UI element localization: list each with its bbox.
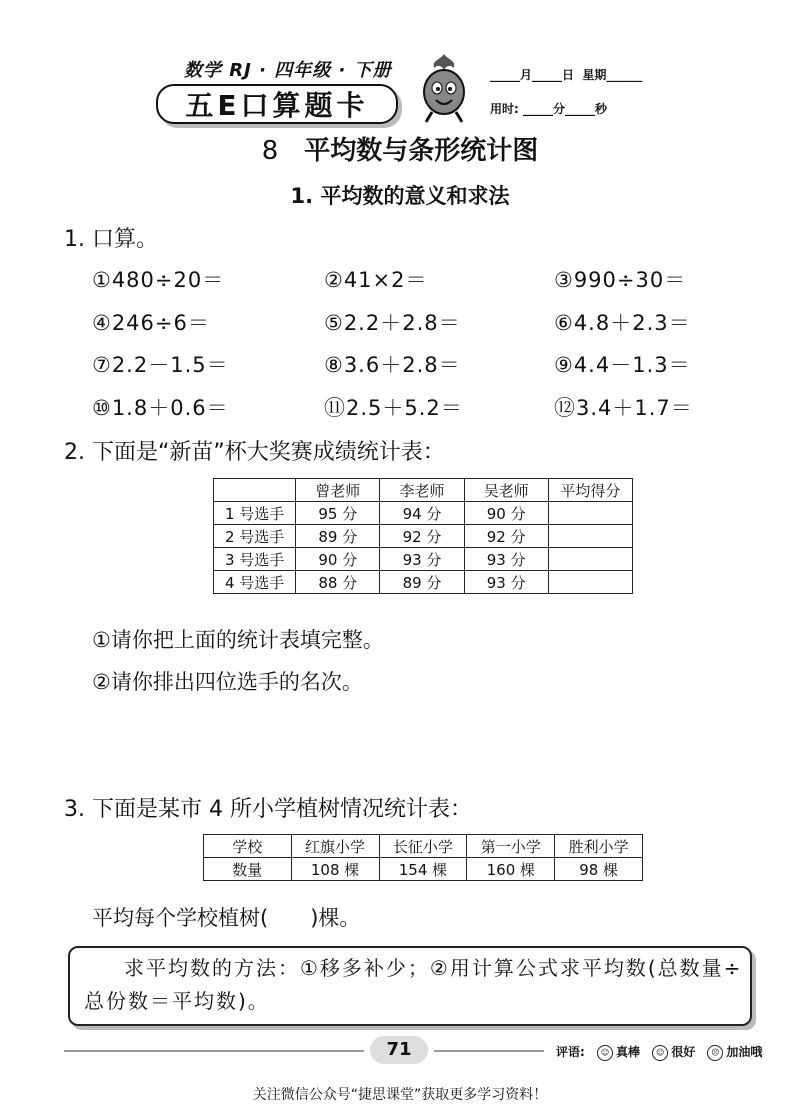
calc-item: ⑩1.8＋0.6＝: [92, 396, 229, 420]
tree-table: [203, 834, 643, 881]
calc-item: ⑤2.2＋2.8＝: [324, 311, 461, 335]
table-cell: 93 分: [464, 548, 548, 571]
question-1-title: 1. 口算。: [64, 227, 158, 252]
chapter-number: 8: [261, 136, 279, 166]
table-cell: 93 分: [380, 548, 464, 571]
table-cell: 数量: [204, 858, 292, 881]
table-cell: 92 分: [464, 525, 548, 548]
calc-item: ⑨4.4－1.3＝: [554, 353, 691, 377]
table-header-cell: 长征小学: [379, 835, 467, 858]
table-cell: 94 分: [380, 502, 464, 525]
footer-divider: [434, 1050, 544, 1052]
footer-note: 关注微信公众号“捷思课堂”获取更多学习资料！: [252, 1087, 548, 1103]
table-cell: 4 号选手: [214, 571, 296, 594]
average-answer-cell[interactable]: [548, 502, 632, 525]
table-row: [214, 525, 633, 548]
table-row: [214, 502, 633, 525]
calc-item: ④246÷6＝: [92, 311, 210, 335]
rating-label: 评语:: [556, 1045, 585, 1059]
calc-item: ②41×2＝: [324, 268, 428, 292]
sub-question-2: ②请你排出四位选手的名次。: [92, 670, 363, 694]
table-header-cell: 平均得分: [548, 479, 632, 502]
date-field[interactable]: _____月_____日 星期______: [490, 68, 643, 82]
calc-item: ①480÷20＝: [92, 268, 225, 292]
table-cell: 89 分: [296, 525, 380, 548]
average-answer-cell[interactable]: [548, 525, 632, 548]
table-cell: 90 分: [464, 502, 548, 525]
table-row: [214, 548, 633, 571]
rating-area: [556, 1043, 762, 1061]
table-header-row: [214, 479, 633, 502]
calc-item: ③990÷30＝: [554, 268, 687, 292]
answer-line[interactable]: 平均每个学校植树( )棵。: [92, 906, 361, 930]
table-row: [214, 571, 633, 594]
table-cell: 160 棵: [467, 858, 555, 881]
chapter-title: [0, 130, 800, 167]
section-title: 1. 平均数的意义和求法: [290, 184, 510, 208]
rating-option: 真棒: [616, 1045, 641, 1059]
brand-logo: 五E口算题卡: [156, 84, 398, 124]
calc-item: ⑪2.5＋5.2＝: [324, 396, 463, 420]
calc-item: ⑫3.4＋1.7＝: [554, 396, 693, 420]
time-field[interactable]: 用时: _____分_____秒: [490, 102, 607, 116]
page-number: 71: [370, 1036, 428, 1064]
table-header-cell: 胜利小学: [555, 835, 643, 858]
table-cell: 90 分: [296, 548, 380, 571]
table-row: [204, 858, 643, 881]
average-answer-cell[interactable]: [548, 571, 632, 594]
question-3-title: 3. 下面是某市 4 所小学植树情况统计表：: [64, 797, 472, 822]
sub-question-1: ①请你把上面的统计表填完整。: [92, 628, 384, 652]
score-table: [213, 478, 633, 594]
table-cell: 88 分: [296, 571, 380, 594]
book-series: 数学 RJ · 四年级 · 下册: [184, 60, 392, 81]
table-cell: 2 号选手: [214, 525, 296, 548]
keep-going-face-icon[interactable]: ☹: [707, 1045, 723, 1061]
table-cell: 93 分: [464, 571, 548, 594]
table-header-cell: 吴老师: [464, 479, 548, 502]
rating-option: 加油哦: [726, 1045, 763, 1059]
calc-item: ⑦2.2－1.5＝: [92, 353, 229, 377]
average-answer-cell[interactable]: [548, 548, 632, 571]
calc-item: ⑧3.6＋2.8＝: [324, 353, 461, 377]
table-header-cell: 学校: [204, 835, 292, 858]
table-header-cell: 李老师: [380, 479, 464, 502]
tip-text: 求平均数的方法：①移多补少；②用计算公式求平均数(总数量÷总份数＝平均数)。: [84, 956, 743, 1013]
table-cell: 1 号选手: [214, 502, 296, 525]
table-cell: 89 分: [380, 571, 464, 594]
footer-divider: [64, 1050, 364, 1052]
table-header-cell: 曾老师: [296, 479, 380, 502]
table-cell: 108 棵: [291, 858, 379, 881]
table-cell: 95 分: [296, 502, 380, 525]
table-header-cell: [214, 479, 296, 502]
table-cell: 98 棵: [555, 858, 643, 881]
good-face-icon[interactable]: ☺: [652, 1045, 668, 1061]
table-header-row: [204, 835, 643, 858]
chapter-name: 平均数与条形统计图: [304, 136, 539, 166]
table-cell: 154 棵: [379, 858, 467, 881]
calc-item: ⑥4.8＋2.3＝: [554, 311, 691, 335]
great-face-icon[interactable]: ☺: [597, 1045, 613, 1061]
table-header-cell: 红旗小学: [291, 835, 379, 858]
rating-option: 很好: [671, 1045, 696, 1059]
mascot-icon: [412, 50, 476, 126]
table-cell: 92 分: [380, 525, 464, 548]
table-header-cell: 第一小学: [467, 835, 555, 858]
table-cell: 3 号选手: [214, 548, 296, 571]
question-2-title: 2. 下面是“新苗”杯大奖赛成绩统计表：: [64, 440, 445, 465]
